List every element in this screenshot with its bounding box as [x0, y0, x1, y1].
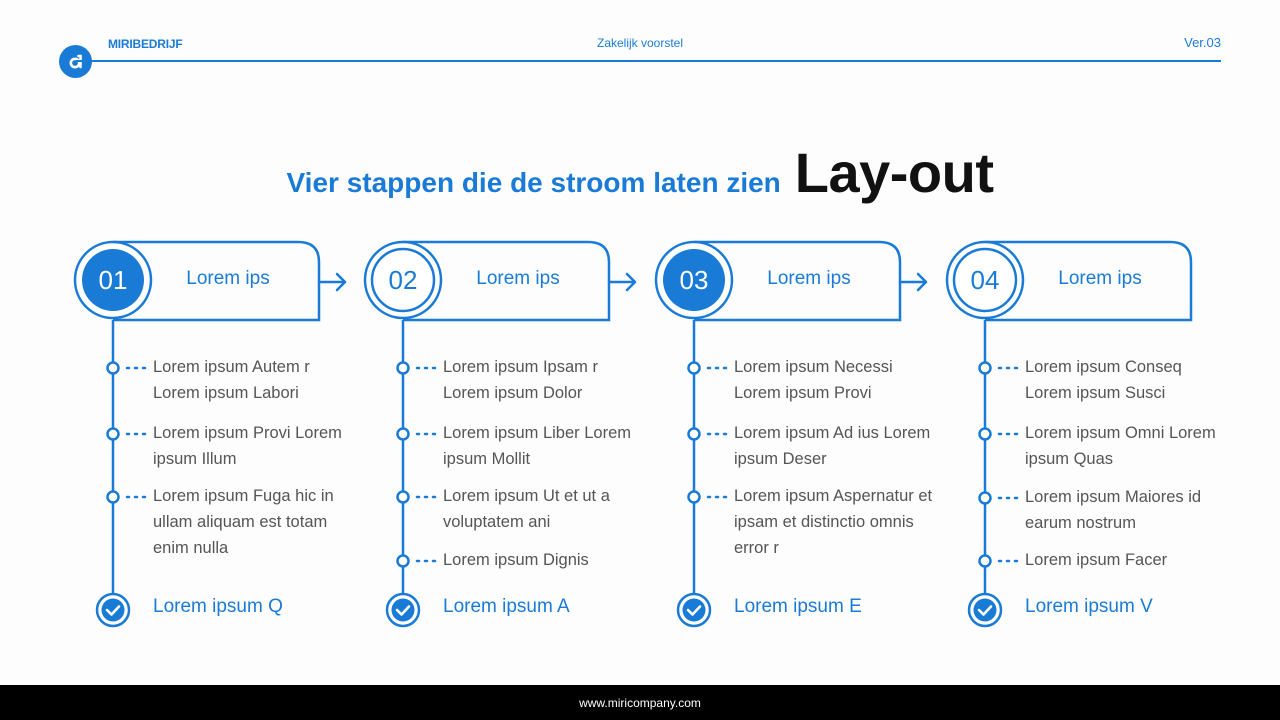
- check-circle-icon: [97, 594, 129, 626]
- page-subtitle: Vier stappen die de stroom laten zien: [286, 167, 781, 198]
- check-circle-icon: [678, 594, 710, 626]
- step-label: Lorem ips: [1058, 268, 1142, 289]
- check-circle-icon: [969, 594, 1001, 626]
- step-result: Lorem ipsum Q: [153, 596, 283, 617]
- document-title: Zakelijk voorstel: [596, 36, 684, 50]
- list-item: Lorem ipsum Maiores id earum nostrum: [1025, 488, 1202, 532]
- step-3: [654, 240, 944, 640]
- step-result: Lorem ipsum E: [734, 596, 862, 617]
- footer-url: www.miricompany.com: [579, 695, 701, 710]
- list-item: Lorem ipsum Ut et ut a voluptatem ani: [443, 487, 610, 531]
- step-result: Lorem ipsum A: [443, 596, 570, 617]
- step-label: Lorem ips: [767, 268, 851, 289]
- step-number: 02: [388, 264, 418, 295]
- list-item: Lorem ipsum Autem r Lorem ipsum Labori: [153, 358, 310, 402]
- list-item: Lorem ipsum Ipsam r Lorem ipsum Dolor: [443, 358, 598, 402]
- heading-row: [0, 140, 1280, 205]
- step-number: 01: [98, 264, 128, 295]
- step-label: Lorem ips: [476, 268, 560, 289]
- page-title: Lay-out: [794, 141, 994, 204]
- step-2: [363, 240, 653, 640]
- step-number: 03: [679, 264, 709, 295]
- brand-name: MIRIBEDRIJF: [108, 37, 183, 51]
- list-item: Lorem ipsum Facer: [1025, 551, 1168, 569]
- list-item: Lorem ipsum Provi Lorem ipsum Illum: [153, 424, 342, 468]
- list-item: Lorem ipsum Ad ius Lorem ipsum Deser: [734, 424, 931, 468]
- list-item: Lorem ipsum Aspernatur et ipsam et distinctio omnis error r: [734, 487, 933, 557]
- step-4: [945, 240, 1235, 640]
- list-item: Lorem ipsum Dignis: [443, 551, 589, 569]
- list-item: Lorem ipsum Necessi Lorem ipsum Provi: [734, 358, 893, 402]
- version-label: Ver.03: [1184, 35, 1221, 50]
- list-item: Lorem ipsum Liber Lorem ipsum Mollit: [443, 424, 631, 468]
- list-item: Lorem ipsum Omni Lorem ipsum Quas: [1025, 424, 1216, 468]
- step-number: 04: [970, 264, 1000, 295]
- footer-bar: [0, 685, 1280, 720]
- check-circle-icon: [387, 594, 419, 626]
- step-result: Lorem ipsum V: [1025, 596, 1153, 617]
- step-label: Lorem ips: [186, 268, 270, 289]
- step-1: [73, 240, 363, 640]
- header-divider: [76, 60, 1221, 62]
- list-item: Lorem ipsum Conseq Lorem ipsum Susci: [1025, 358, 1182, 402]
- list-item: Lorem ipsum Fuga hic in ullam aliquam est totam enim nulla: [153, 487, 334, 557]
